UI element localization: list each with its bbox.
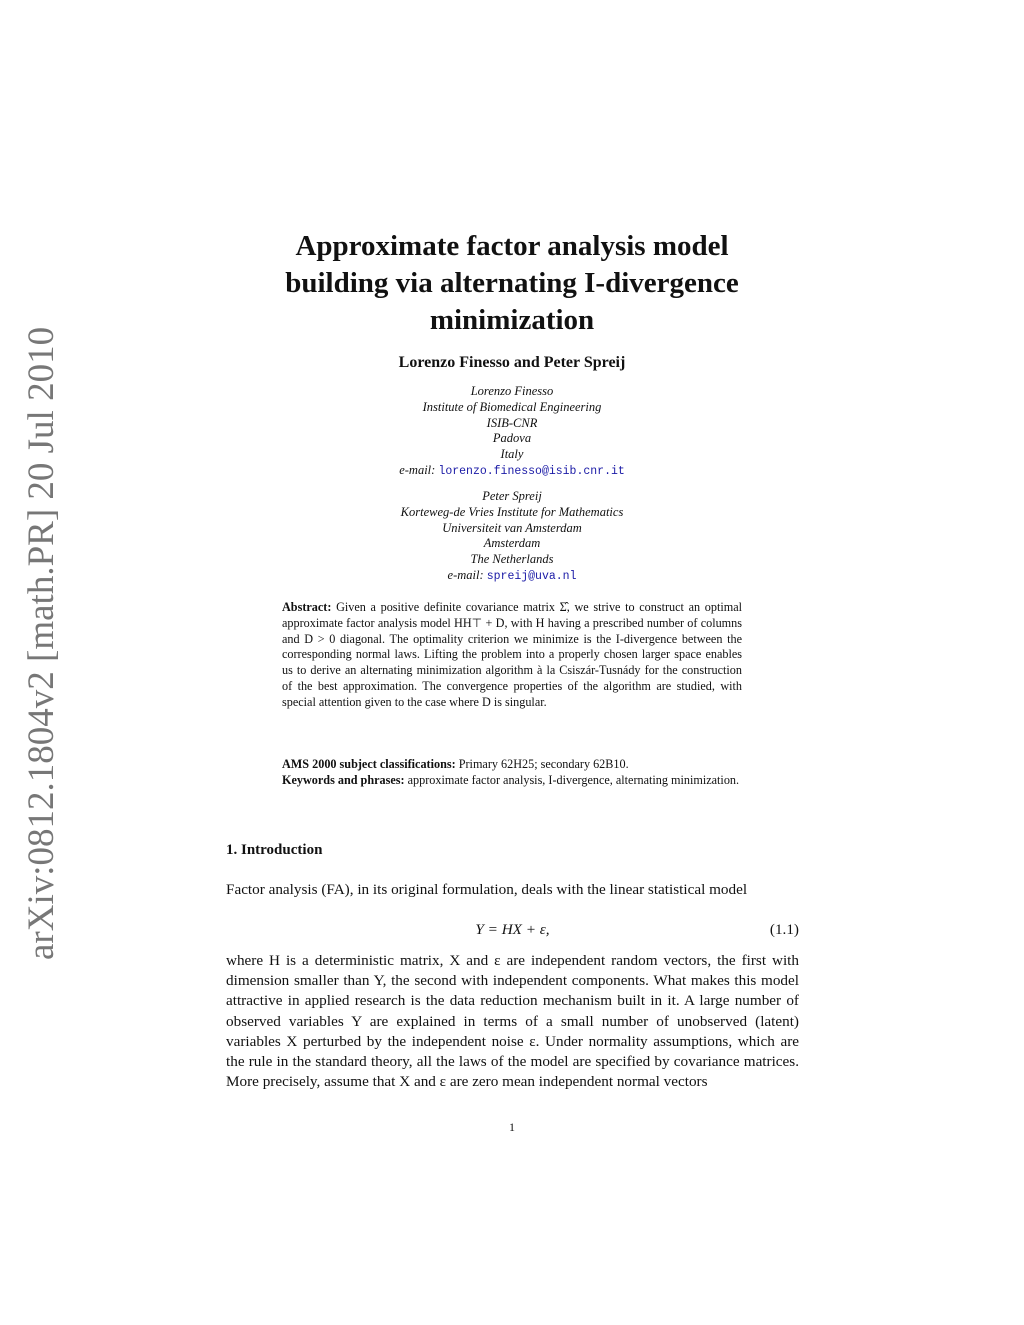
keywords-text: approximate factor analysis, I-divergence, alternating minimization. — [407, 772, 740, 787]
affil-unit: ISIB-CNR — [486, 415, 538, 430]
affil-country: Italy — [500, 447, 524, 462]
intro-paragraph-2: where H is a deterministic matrix, X and ε are independent random vectors, the first with dimension smaller than Y, the second with independent components. What makes this model attractive in applied research is the data reduction mechanism built in it. A large number of observed variables Y are explained in terms of a small number of unobserved (latent) variables X perturbed by the independent noise ε. Under normality assumptions, which are the rule in the standard theory, all the laws of the model are specified by covariance matrices. More precisely, assume that X and ε are zero mean independent normal vectors — [226, 952, 799, 1091]
author-list: Lorenzo Finesso and Peter Spreij — [398, 354, 626, 371]
affil-name: Lorenzo Finesso — [470, 384, 554, 398]
abstract-label: Abstract: — [282, 600, 332, 614]
affil-email-line — [230, 463, 794, 480]
affil-name: Peter Spreij — [482, 489, 542, 503]
equation-1-1 — [226, 921, 799, 943]
abstract — [282, 600, 742, 711]
title-line-2: building via alternating I-divergence — [285, 267, 739, 299]
affil-email-line — [230, 568, 794, 585]
affil-city: Padova — [492, 431, 532, 446]
intro-paragraph-1: Factor analysis (FA), in its original formulation, deals with the linear statistical model — [226, 881, 748, 898]
paper-title — [230, 228, 794, 339]
affil-unit: Universiteit van Amsterdam — [442, 520, 582, 535]
email-link[interactable]: spreij@uva.nl — [486, 569, 577, 583]
section-heading: 1. Introduction — [226, 842, 323, 858]
msc-text: Primary 62H25; secondary 62B10. — [458, 757, 629, 771]
affil-country: The Netherlands — [470, 552, 554, 567]
classification-block — [282, 757, 742, 789]
email-label: e-mail: — [399, 462, 436, 477]
affil-institute: Institute of Biomedical Engineering — [422, 399, 602, 414]
abstract-text: Given a positive definite covariance matrix Σ̂, we strive to construct an optimal approximate factor analysis model HH⊤ + D, with H having a prescribed number of columns and D > 0 diagonal. The optimality criterion we minimize is the I-divergence between the corresponding normal laws. Lifting the problem into a properly chosen larger space enables us to derive an alternating minimization algorithm à la Csiszár-Tusnády for the construction of the best approximation. The convergence properties of the algorithm are studied, with special attention given to the case where D is singular. — [282, 600, 742, 709]
affiliation-block-1 — [230, 384, 794, 480]
title-line-3: minimization — [429, 304, 595, 336]
equation-body: Y = HX + ε, — [475, 921, 550, 938]
affil-institute: Korteweg-de Vries Institute for Mathematics — [400, 504, 624, 519]
equation-number: (1.1) — [769, 921, 799, 938]
page-number: 1 — [509, 1120, 515, 1134]
affil-city: Amsterdam — [483, 536, 541, 551]
affiliation-block-2 — [230, 489, 794, 585]
keywords-line — [282, 773, 742, 789]
msc-line — [282, 757, 742, 773]
email-link[interactable]: lorenzo.finesso@isib.cnr.it — [438, 464, 625, 478]
keywords-label: Keywords and phrases: — [282, 772, 405, 787]
title-line-1: Approximate factor analysis model — [295, 230, 729, 262]
msc-label: AMS 2000 subject classifications: — [282, 757, 456, 771]
email-label: e-mail: — [447, 567, 484, 582]
arxiv-identifier-stamp: arXiv:0812.1804v2 [math.PR] 20 Jul 2010 — [21, 326, 62, 960]
